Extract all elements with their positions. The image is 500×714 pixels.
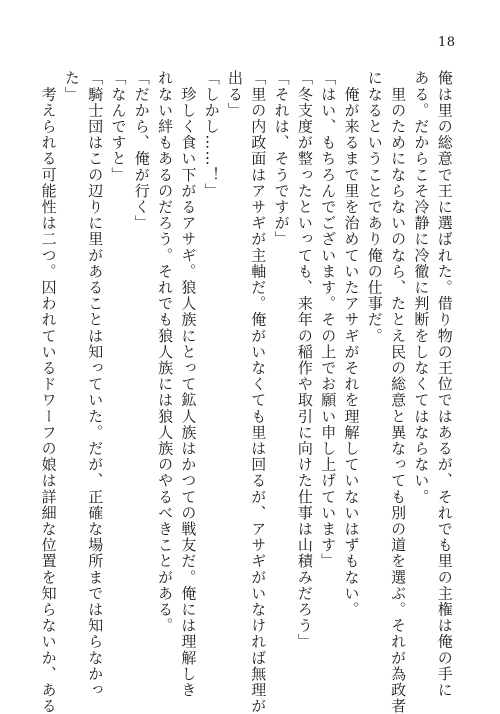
- page-number: 18: [438, 35, 456, 50]
- text-line: 「なんですと」: [109, 70, 128, 183]
- text-line: 俺は里の総意で王に選ばれた。借り物の王位ではあるが、それでも里の主権は俺の手に: [435, 70, 454, 698]
- text-line: 「里の内政面はアサギが主軸だ。俺がいなくても里は回るが、アサギがいなければ無理が: [249, 70, 268, 714]
- text-line: 「しかし……！」: [202, 70, 221, 199]
- text-line: 「冬支度が整ったといっても、来年の稲作や取引に向けた仕事は山積みだろう」: [295, 70, 314, 650]
- vertical-text-body: [39, 70, 460, 714]
- text-line: 珍しく食い下がるアサギ。狼人族にとって鉱人族はかつての戦友だ。俺には理解しき: [179, 70, 198, 698]
- text-line: 出る」: [226, 70, 244, 119]
- text-line: になるということであり俺の仕事だ。: [365, 70, 384, 344]
- text-line: 考えられる可能性は二つ。囚われているドワーフの娘は詳細な位置を知らないか、ある: [39, 70, 58, 714]
- text-line: 「それは、そうですが」: [272, 70, 291, 248]
- text-line: ある。だからこそ冷静に冷徹に判断をしなくてはならない。: [412, 70, 431, 505]
- text-line: 俺が来るまで里を治めていたアサギがそれを理解していないはずもない。: [342, 70, 361, 618]
- text-line: れない絆もあるのだろう。それでも狼人族には狼人族のやるべきことがある。: [156, 70, 175, 634]
- text-line: 「だから、俺が行く」: [132, 70, 151, 231]
- text-line: 里のためにならないのなら、たとえ民の総意と異なっても別の道を選ぶ。それが為政者: [389, 70, 408, 714]
- text-line: た」: [62, 70, 81, 103]
- text-line: 「騎士団はこの辺りに里があることは知っていた。だが、正確な場所までは知らなかっ: [86, 70, 105, 698]
- text-line: 「はい、もちろんでございます。その上でお願い申し上げています」: [319, 70, 338, 570]
